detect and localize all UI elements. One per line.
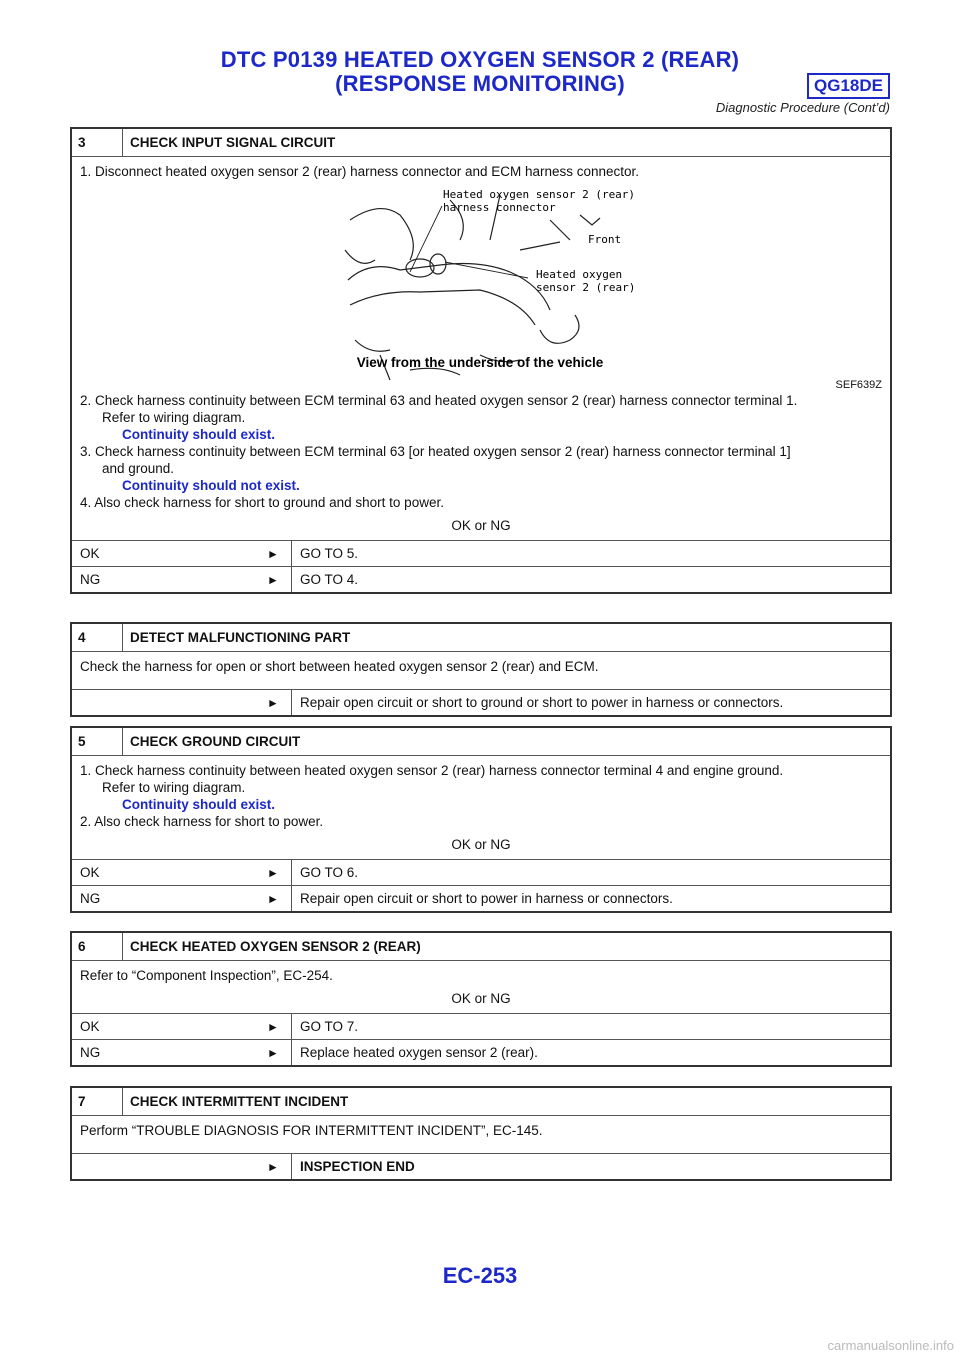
result-label: OK xyxy=(80,546,100,561)
step-number: 7 xyxy=(72,1088,123,1115)
result-action: GO TO 5. xyxy=(300,546,359,561)
instruction: Perform “TROUBLE DIAGNOSIS FOR INTERMITTENT INCIDENT”, EC-145. xyxy=(80,1123,543,1138)
step-4-body xyxy=(72,651,890,689)
instruction: 1. Check harness continuity between heated oxygen sensor 2 (rear) harness connector terminal 4 and engine ground. xyxy=(80,763,784,778)
step-7-header xyxy=(72,1088,890,1115)
step-7-box xyxy=(70,1086,892,1181)
arrow-right-icon: ► xyxy=(255,860,292,885)
step-title: CHECK HEATED OXYGEN SENSOR 2 (REAR) xyxy=(130,939,421,954)
step-title: CHECK INTERMITTENT INCIDENT xyxy=(130,1094,349,1109)
engine-badge: QG18DE xyxy=(807,73,890,99)
arrow-right-icon: ► xyxy=(255,541,292,566)
result-row xyxy=(72,689,890,715)
step-5-body xyxy=(72,755,890,859)
result-row xyxy=(72,540,890,566)
result-action: Repair open circuit or short to power in harness or connectors. xyxy=(300,891,673,906)
step-number: 5 xyxy=(72,728,123,755)
figure-caption: View from the underside of the vehicle xyxy=(356,355,604,370)
step-number: 3 xyxy=(72,129,123,156)
instruction: 3. Check harness continuity between ECM terminal 63 [or heated oxygen sensor 2 (rear) harness connector terminal 1] xyxy=(80,444,791,459)
ok-or-ng: OK or NG xyxy=(451,518,511,533)
step-3-box xyxy=(70,127,892,594)
result-action: INSPECTION END xyxy=(300,1159,415,1174)
step-6-body xyxy=(72,960,890,1013)
arrow-right-icon: ► xyxy=(255,567,292,592)
title-line-2: (RESPONSE MONITORING) xyxy=(335,71,625,96)
instruction: Refer to “Component Inspection”, EC-254. xyxy=(80,968,333,983)
result-action: Repair open circuit or short to ground or short to power in harness or connectors. xyxy=(300,695,784,710)
exhaust-sensor-illustration xyxy=(80,180,880,392)
page-number: EC-253 xyxy=(442,1263,518,1288)
step-4-box xyxy=(70,622,892,717)
title-line-1: DTC P0139 HEATED OXYGEN SENSOR 2 (REAR) xyxy=(220,47,740,72)
step-6-box xyxy=(70,931,892,1067)
instruction: 4. Also check harness for short to ground and short to power. xyxy=(80,495,444,510)
result-row xyxy=(72,859,890,885)
instruction: 2. Also check harness for short to power. xyxy=(80,814,324,829)
result-action: GO TO 6. xyxy=(300,865,359,880)
instruction: 1. Disconnect heated oxygen sensor 2 (rear) harness connector and ECM harness connector. xyxy=(80,164,640,179)
label-front: Front xyxy=(588,233,622,246)
step-7-body xyxy=(72,1115,890,1153)
result-action: GO TO 7. xyxy=(300,1019,359,1034)
spec-text: Continuity should exist. xyxy=(122,797,276,812)
page-subtitle: Diagnostic Procedure (Cont’d) xyxy=(715,100,890,115)
figure-underside-view xyxy=(80,180,882,392)
step-title: CHECK INPUT SIGNAL CIRCUIT xyxy=(130,135,336,150)
step-3-body xyxy=(72,156,890,540)
result-label: NG xyxy=(80,572,101,587)
step-3-header xyxy=(72,129,890,156)
step-title: DETECT MALFUNCTIONING PART xyxy=(130,630,351,645)
label-sensor-2: sensor 2 (rear) xyxy=(536,281,636,294)
step-number: 4 xyxy=(72,624,123,651)
footer-watermark: carmanualsonline.info xyxy=(827,1338,954,1353)
instruction-cont: Refer to wiring diagram. xyxy=(102,410,246,425)
result-action: Replace heated oxygen sensor 2 (rear). xyxy=(300,1045,538,1060)
figure-code: SEF639Z xyxy=(835,379,882,391)
label-connector-1: Heated oxygen sensor 2 (rear) xyxy=(443,188,636,201)
result-row xyxy=(72,885,890,911)
arrow-right-icon: ► xyxy=(255,1154,292,1179)
result-row xyxy=(72,566,890,592)
step-5-box xyxy=(70,726,892,913)
result-label: OK xyxy=(80,1019,100,1034)
result-row xyxy=(72,1013,890,1039)
instruction-cont: Refer to wiring diagram. xyxy=(102,780,246,795)
instruction: 2. Check harness continuity between ECM terminal 63 and heated oxygen sensor 2 (rear) harness connector terminal 1. xyxy=(80,393,798,408)
result-label: OK xyxy=(80,865,100,880)
result-action: GO TO 4. xyxy=(300,572,359,587)
arrow-right-icon: ► xyxy=(255,1040,292,1065)
step-number: 6 xyxy=(72,933,123,960)
label-connector-2: harness connector xyxy=(443,201,556,214)
result-label: NG xyxy=(80,891,101,906)
result-label: NG xyxy=(80,1045,101,1060)
ok-or-ng: OK or NG xyxy=(451,991,511,1006)
result-row xyxy=(72,1039,890,1065)
step-6-header xyxy=(72,933,890,960)
arrow-right-icon: ► xyxy=(255,886,292,911)
arrow-right-icon: ► xyxy=(255,1014,292,1039)
instruction: Check the harness for open or short between heated oxygen sensor 2 (rear) and ECM. xyxy=(80,659,599,674)
instruction-cont: and ground. xyxy=(102,461,175,476)
spec-text: Continuity should not exist. xyxy=(122,478,300,493)
step-title: CHECK GROUND CIRCUIT xyxy=(130,734,301,749)
ok-or-ng: OK or NG xyxy=(451,837,511,852)
step-5-header xyxy=(72,728,890,755)
result-row xyxy=(72,1153,890,1179)
spec-text: Continuity should exist. xyxy=(122,427,276,442)
label-sensor-1: Heated oxygen xyxy=(536,268,623,281)
arrow-right-icon: ► xyxy=(255,690,292,715)
step-4-header xyxy=(72,624,890,651)
